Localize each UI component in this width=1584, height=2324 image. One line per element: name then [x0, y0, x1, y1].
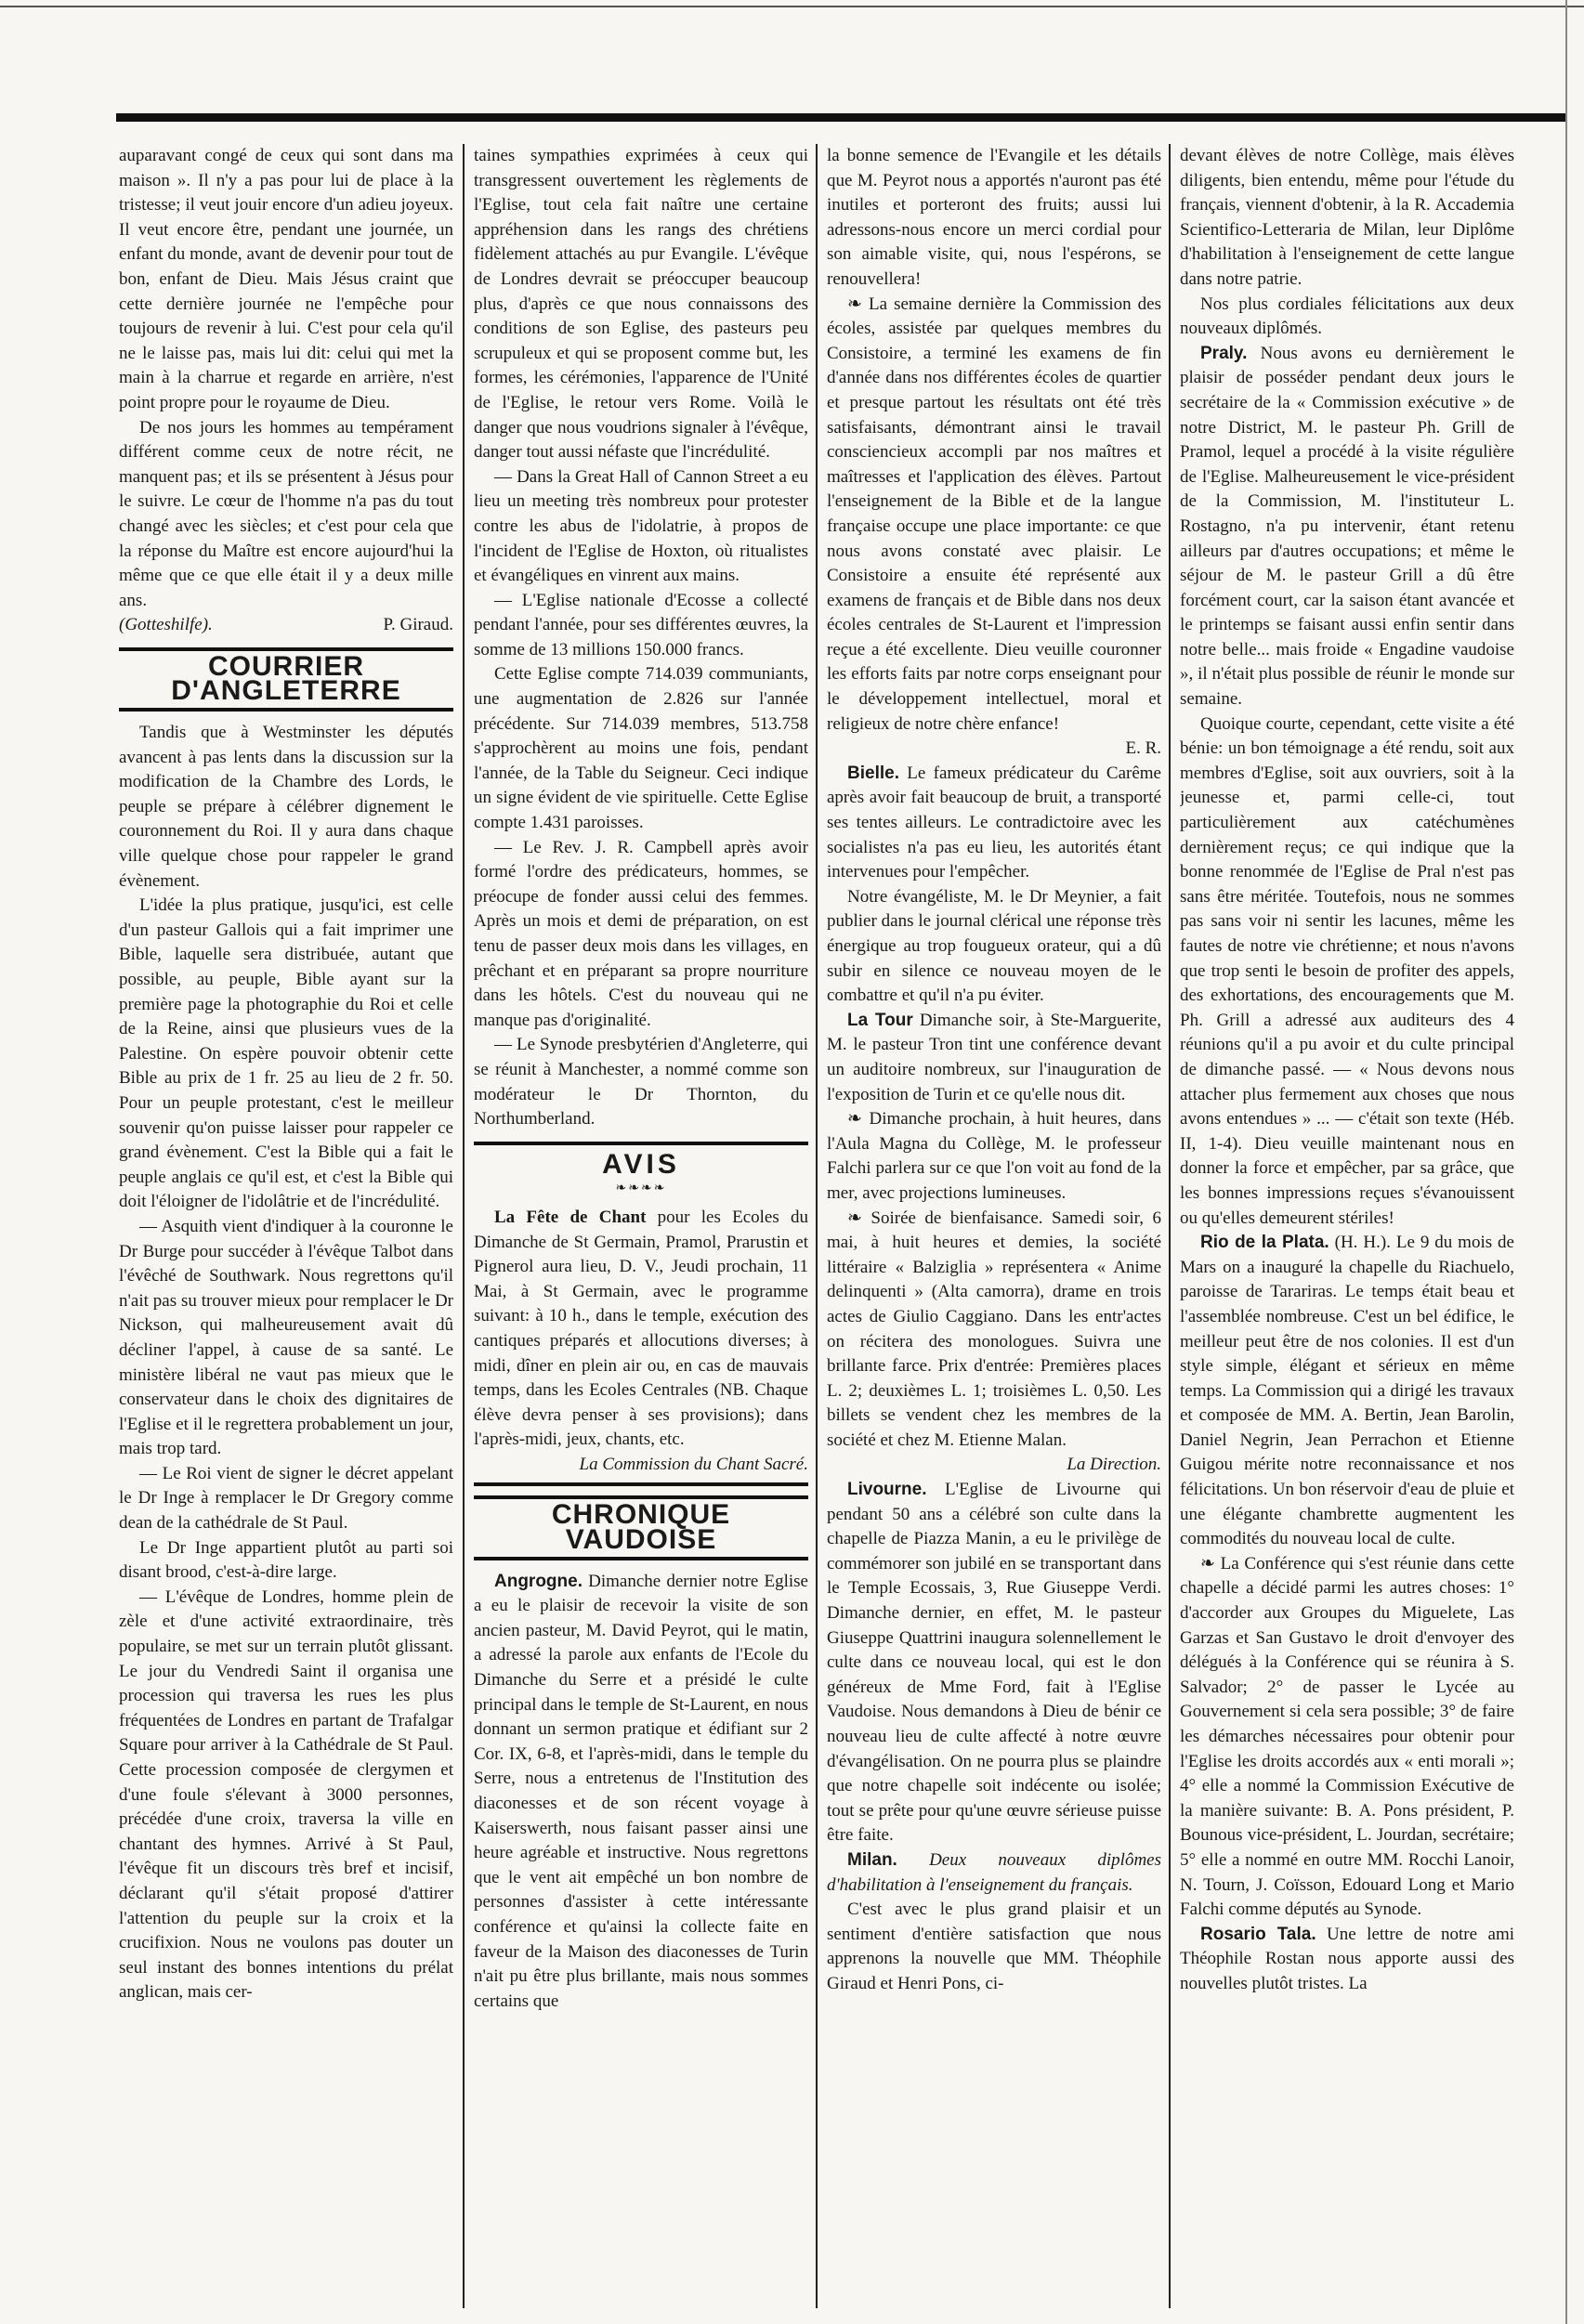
signature-source: (Gotteshilfe).: [119, 615, 213, 635]
place-heading: Rio de la Plata.: [1200, 1233, 1329, 1253]
article-paragraph: ❧ La semaine dernière la Commission des écoles, assistée par quelques membres du Consistoire, a terminé les examens de fin d'année dans nos différentes écoles de quartier et presque partout les résultats ont été très satisfaisants, démontrant ainsi le travail consciencieux accompli par nos maîtres et maîtresses et l'application des élèves. Partout l'enseignement de la Bible et de la langue française occupe une place importante: ce que nous avons constaté avec plaisir. Le Consistoire a ensuite été représenté aux examens de français et de Bible dans nos deux écoles centrales de St-Laurent et l'impression reçue a été excellente. Dieu veuille couronner les efforts faits par notre corps enseignant pour le développement intellectuel, moral et religieux de notre chère enfance!: [827, 294, 1161, 734]
article-signature: E. R.: [1125, 738, 1161, 759]
paragraph-text: Dimanche dernier notre Eglise a eu le plaisir de recevoir la visite de son ancien pasteur, M. David Peyrot, qui le matin, a adressé la parole aux enfants de l'Ecole du Dimanche du Serre et a présidé le culte principal dans le temple de St-Laurent, en nous donnant un sermon pratique et édifiant sur 2 Cor. IX, 6-8, et l'après-midi, dans le temple du Serre, nous a entretenus de l'Institution des diaconesses et de son récent voyage à Kaiserswerth, nous faisant passer ainsi une heure agréable et instructive. Nous regrettons que le vent ait empêché un bon nombre de personnes d'assister à cette intéressante conférence et qu'ainsi la collecte faite en faveur de la Maison des diaconesses de Turin n'ait pu être plus brillante, mais nous sommes certains que: [474, 1571, 808, 2011]
article-paragraph: ❧ Soirée de bienfaisance. Samedi soir, 6 mai, à huit heures et demies, la société littéraire « Balziglia » représentera « Anime delinquenti » (Alta camorra), drame en trois actes de Giulio Caggiano. Dans les entr'actes on récitera des monologues. Suivra une brillante farce. Prix d'entrée: Premières places L. 2; deuxièmes L. 1; troisièmes L. 0,50. Les billets se vendent chez les membres de la société et chez M. Etienne Malan.: [827, 1208, 1161, 1450]
article-paragraph: — Le Roi vient de signer le décret appelant le Dr Inge à remplacer le Dr Gregory comme dean de la cathédrale de St Paul.: [119, 1463, 453, 1534]
article-paragraph: C'est avec le plus grand plaisir et un sentiment d'entière satisfaction que nous apprenons la nouvelle que MM. Théophile Giraud et Henri Pons, ci-: [827, 1900, 1161, 1993]
notice-block: [474, 1142, 808, 1487]
article-paragraph: Le Dr Inge appartient plutôt au parti soi disant brood, c'est-à-dire large.: [119, 1537, 453, 1583]
article-paragraph: — L'évêque de Londres, homme plein de zèle et d'une activité extraordinaire, très populaire, se met sur un terrain plutôt glissant. Le jour du Vendredi Saint il organisa une procession qui traversa les rues les plus fréquentées de Londres en partant de Trafalgar Square pour arriver à la Cathédrale de St Paul. Cette procession composée de clergymen et d'une foule s'élevant à 3000 personnes, précédée d'une croix, traversa la ville en chantant des hymnes. Arrivé à St Paul, l'évêque fit un discours très bref et incisif, déclarant qu'il s'était proposé d'attirer l'attention du peuple sur la croix et la crucifixion. Nous ne voulons pas douter un seul instant des bonnes intentions du prélat anglican, mais cer-: [119, 1586, 453, 2003]
article-paragraph: [827, 762, 1161, 885]
header-rule: [116, 113, 1565, 122]
notice-paragraph: [474, 1206, 808, 1453]
place-heading: Livourne.: [847, 1480, 927, 1500]
article-paragraph: la bonne semence de l'Evangile et les détails que M. Peyrot nous a apportés n'auront pas été inutiles et porteront des fruits; aussi lui adressons-nous encore un merci cordial pour son aimable visite, qui, nous l'espérons, se renouvellera!: [827, 146, 1161, 289]
article-paragraph: [1180, 1923, 1514, 1997]
article-paragraph: L'idée la plus pratique, jusqu'ici, est celle d'un pasteur Gallois qui a fait imprimer une Bible, laquelle sera distribuée, autant que possible, au peuple, Bible ayant sur la première page la photographie du Roi et celle de la Reine, ainsi que plusieurs vues de la Palestine. On espère pouvoir obtenir cette Bible au prix de 1 fr. 25 au lieu de 2 fr. 50. Pour un peuple protestant, c'est le meilleur souvenir qu'on puisse laisser pour rappeler ce grand évènement. C'est la Bible qui a fait le peuple anglais ce qu'il est, et c'est la Bible qui doit l'éloigner de l'idolâtrie et de l'incrédulité.: [119, 895, 453, 1212]
column-3: [827, 144, 1161, 2308]
page-fold-edge: [1565, 0, 1567, 2324]
article-paragraph: — Dans la Great Hall of Cannon Street a eu lieu un meeting très nombreux pour protester contre les abus de l'idolatrie, à propos de l'incident de l'Eglise de Hoxton, où ritualistes et évangéliques en vinrent aux mains.: [474, 466, 808, 586]
article-paragraph: Notre évangéliste, M. le Dr Meynier, a fait publier dans le journal clérical une réponse très énergique au trop fougueux orateur, qui a dû subir en silence ce nouveau moyen de le combattre et qu'il n'a pu éviter.: [827, 886, 1161, 1006]
article-paragraph: Quoique courte, cependant, cette visite a été bénie: un bon témoignage a été rendu, soit aux membres d'Eglise, soit aux ouvriers, soit à la jeunesse et, parmi celle-ci, tout particulièrement aux catéchumènes dernièrement reçus; ce qui indique que la bonne renommée de l'Eglise de Pral n'est pas sans être méritée. Toutefois, nous ne sommes pas sans voir ni sentir les lacunes, même les fautes de notre vie chrétienne; et nous n'avons que trop senti le besoin de profiter des appels, des exhortations, des encouragements que M. Ph. Grill a adressé aux auditeurs des 4 réunions qu'il a pu avoir et du culte principal de dimanche passé. — « Nous devons nous attacher plus fermement aux choses que nous avons entendues » ... — c'était son texte (Héb. II, 1-4). Dieu veuille maintenant nous en donner la force et empêcher, par sa grâce, que les bonnes impressions reçues s'évanouissent ou qu'elles demeurent stériles!: [1180, 713, 1514, 1228]
notice-lead: La Fête de Chant: [494, 1207, 647, 1227]
article-paragraph: — Le Rev. J. R. Campbell après avoir formé l'ordre des prédicateurs, hommes, se préocupe de fonder aussi celui des femmes. Après un mois et demi de préparation, on est tenu de passer deux mois dans les villages, en prêchant et en préparant sa propre nourriture dans les hôtels. C'est du nouveau qui ne manque pas d'originalité.: [474, 837, 808, 1030]
scan-edge-line: [0, 6, 1584, 7]
article-paragraph: [474, 1570, 808, 2015]
place-heading: Praly.: [1200, 343, 1248, 363]
section-title-courrier: COURRIER D'ANGLETERRE: [119, 647, 453, 712]
notice-signature: La Commission du Chant Sacré.: [579, 1454, 808, 1474]
notice-title: AVIS: [474, 1142, 808, 1178]
column-divider: [816, 144, 818, 2308]
article-paragraph: [827, 1848, 1161, 1898]
column-1: [119, 144, 453, 2308]
column-4: [1180, 144, 1514, 2308]
article-paragraph: [827, 1478, 1161, 1848]
place-heading: Angrogne.: [494, 1571, 583, 1591]
article-paragraph: De nos jours les hommes au tempérament différent comme ceux de notre récit, ne manquent pas; et ils se présentent à Jésus pour le suivre. Le cœur de l'homme n'a pas du tout changé avec les siècles; et c'est pour cela que la réponse du Maître est encore aujourd'hui la même que ce que elle était il y a deux mille ans.: [119, 417, 453, 610]
article-paragraph: devant élèves de notre Collège, mais élèves diligents, bien entendu, même pour l'étude du français, viennent d'obtenir, à la R. Accademia Scientifico-Letteraria de Milan, leur Diplôme d'habilitation à l'enseignement de cette langue dans notre patrie.: [1180, 146, 1514, 289]
paragraph-text: Une lettre de notre ami Théophile Rostan nous apporte aussi des nouvelles plutôt tristes. La: [1180, 1924, 1514, 1993]
article-paragraph: [1180, 1231, 1514, 1552]
notice-text: pour les Ecoles du Dimanche de St Germain, Pramol, Prarustin et Pignerol aura lieu, D. V., Jeudi prochain, 11 Mai, à St Germain, avec le programme suivant: à 10 h., dans le temple, exécution des cantiques préparés et allocutions diverses; à midi, dîner en plein air ou, en cas de mauvais temps, dans les Ecoles Centrales (NB. Chaque élève devra penser à ses provisions); dans l'après-midi, jeux, chants, etc.: [474, 1207, 808, 1450]
place-heading: Rosario Tala.: [1200, 1924, 1316, 1944]
place-heading: Milan.: [847, 1849, 897, 1870]
signature-author: P. Giraud.: [383, 615, 453, 635]
article-paragraph: ❧ La Conférence qui s'est réunie dans cette chapelle a décidé parmi les autres choses: 1° d'accorder aux Groupes du Miguelete, Las Garzas et San Gustavo le droit d'envoyer des délégués à la Conférence qui se réunira à S. Salvador; 2° de passer le Lycée au Gouvernement si cela sera possible; 3° de faire les démarches nécessaires pour obtenir pour l'Eglise les droits accordés aux « enti morali »; 4° elle a nommé la Commission Exécutive de la manière suivante: B. A. Pons président, P. Bounous vice-président, L. Jourdan, secrétaire; 5° elle a nommé en outre MM. Rocchi Lanoir, N. Tourn, J. Coïsson, Edouard Long et Mario Falchi comme députés au Synode.: [1180, 1553, 1514, 1920]
article-paragraph: — L'Eglise nationale d'Ecosse a collecté pendant l'année, pour ses différentes œuvres, la somme de 13 millions 150.000 francs.: [474, 590, 808, 659]
column-divider: [463, 144, 465, 2308]
article-paragraph: [827, 1009, 1161, 1107]
article-paragraph: — Asquith vient d'indiquer à la couronne le Dr Burge pour succéder à l'évêque Talbot dans l'évêché de Southwark. Nous regrettons qu'il n'ait pas su trouver mieux pour remplacer le Dr Nickson, qui malheureusement avait dû décliner l'appel, à cause de sa santé. Le ministère libéral ne vaut pas mieux que le conservateur dans le choix des dignitaires de l'Eglise et il le regrettera probablement un jour, mais trop tard.: [119, 1216, 453, 1459]
paragraph-text: Dimanche soir, à Ste-Marguerite, M. le pasteur Tron tint une conférence devant un auditoire nombreux, sur l'inauguration de l'exposition de Turin et ce qu'elle nous dit.: [827, 1010, 1161, 1104]
column-divider: [1169, 144, 1171, 2308]
place-heading: Bielle.: [847, 763, 899, 783]
article-signature: [119, 613, 453, 638]
article-paragraph: Nos plus cordiales félicitations aux deux nouveaux diplômés.: [1180, 294, 1514, 339]
article-paragraph: — Le Synode presbytérien d'Angleterre, qui se réunit à Manchester, a nommé comme son modérateur le Dr Thornton, du Northumberland.: [474, 1035, 808, 1129]
article-paragraph: Cette Eglise compte 714.039 communiants, une augmentation de 2.826 sur l'année précédente. Sur 714.039 membres, 513.758 s'approchèrent au moins une fois, pendant l'année, de la Table du Seigneur. Ceci indique un signe évident de vie spirituelle. Cette Eglise compte 1.431 paroisses.: [474, 664, 808, 833]
paragraph-text: Deux nouveaux diplômes d'habilitation à l'enseignement du français.: [827, 1849, 1161, 1895]
paragraph-text: (H. H.). Le 9 du mois de Mars on a inauguré la chapelle du Riachuelo, paroisse de Tarariras. Le temps était beau et l'assemblée nombreuse. C'est un bel édifice, le meilleur peut être de nos colonies. Il est d'un style simple, élégant et sérieux en même temps. La Commission qui a dirigé les travaux et composée de MM. A. Bertin, Jean Barolin, Daniel Negrin, Jean Perrachon et Etienne Guigou mérite notre reconnaissance et nos félicitations. Un bon réservoir d'eau de pluie et une élégante chambrette augmentent les commodités du nouveau local de culte.: [1180, 1233, 1514, 1549]
paragraph-text: L'Eglise de Livourne qui pendant 50 ans a célébré son culte dans la chapelle de Piazza Manin, a eu le privilège de commémorer son jubilé en se transportant dans le Temple Ecossais, 3, Rue Giuseppe Verdi. Dimanche dernier, en effet, M. le pasteur Giuseppe Quattrini inaugura solennellement le culte dans ce nouveau local, qui est le don généreux de Mme Ford, fait à l'Eglise Vaudoise. Nous demandons à Dieu de bénir ce nouveau lieu de culte affecté à notre œuvre d'évangélisation. On ne pourra plus se plaindre que notre chapelle soit indécente ou isolée; tout se prête pour qu'une œuvre sérieuse puisse être faite.: [827, 1480, 1161, 1846]
article-paragraph: [1180, 342, 1514, 712]
article-paragraph: taines sympathies exprimées à ceux qui transgressent ouvertement les règlements de l'Eglise, tout cela fait naître une certaine appréhension dans les rangs des chrétiens fidèlement attachés au pur Evangile. L'évêque de Londres devrait se préoccuper beaucoup plus, d'après ce que nous connaissons des conditions de son Eglise, des pasteurs peu scrupuleux et qui se proposent comme but, les formes, les cérémonies, l'apparence de l'Unité de l'Eglise, le retour vers Rome. Voilà le danger que nous voudrions signaler à l'évêque, danger tout aussi néfaste que l'incrédulité.: [474, 146, 808, 463]
ornament-icon: ❧❧❧❧: [615, 1182, 667, 1196]
article-signature: La Direction.: [1067, 1455, 1161, 1475]
article-paragraph: ❧ Dimanche prochain, à huit heures, dans l'Aula Magna du Collège, M. le professeur Falchi parlera sur ce que l'on voit au fond de la mer, avec projections lumineuses.: [827, 1109, 1161, 1203]
paragraph-text: Le fameux prédicateur du Carême après avoir fait beaucoup de bruit, a transporté ses tentes ailleurs. Le contradictoire avec les socialistes n'a pas eu lieu, les autorités étant intervenues pour l'empêcher.: [827, 763, 1161, 882]
article-paragraph: Tandis que à Westminster les députés avancent à pas lents dans la discussion sur la modification de la Chambre des Lords, le peuple se prépare à célébrer dignement le couronnement du Roi. Il y aura dans chaque ville quelque chose pour rappeler le grand évènement.: [119, 723, 453, 891]
section-title-chronique: CHRONIQUE VAUDOISE: [474, 1495, 808, 1560]
article-paragraph: auparavant congé de ceux qui sont dans ma maison ». Il n'y a pas pour lui de place à la tristesse; il veut jouir encore d'un adieu joyeux. Il veut encore être, pendant une journée, un enfant du monde, avant de devenir pour tout de bon, enfant de Dieu. Mais Jésus craint que cette dernière journée ne l'empêche pour toujours de revenir à lui. C'est pour cela qu'il ne le laisse pas, mais lui dit: celui qui met la main à la charrue et regarde en arrière, n'est point propre pour le royaume de Dieu.: [119, 146, 453, 412]
paragraph-text: Nous avons eu dernièrement le plaisir de posséder pendant deux jours le secrétaire de la « Commission exécutive » de notre District, M. le pasteur Ph. Grill de Pramol, lequel a procédé à la visite régulière de l'Eglise. Malheureusement le vice-président de la Commission, M. l'instituteur L. Rostagno, n'a pu intervenir, étant retenu ailleurs par d'autres occupations; et même le séjour de M. le pasteur Grill a dû être forcément court, car la saison étant avancée et le printemps se faisant aussi enfin sentir dans notre belle... mais froide « Engadine vaudoise », il n'était plus possible de réunir le monde sur semaine.: [1180, 343, 1514, 710]
column-2: [474, 144, 808, 2308]
place-heading: La Tour: [847, 1010, 913, 1030]
